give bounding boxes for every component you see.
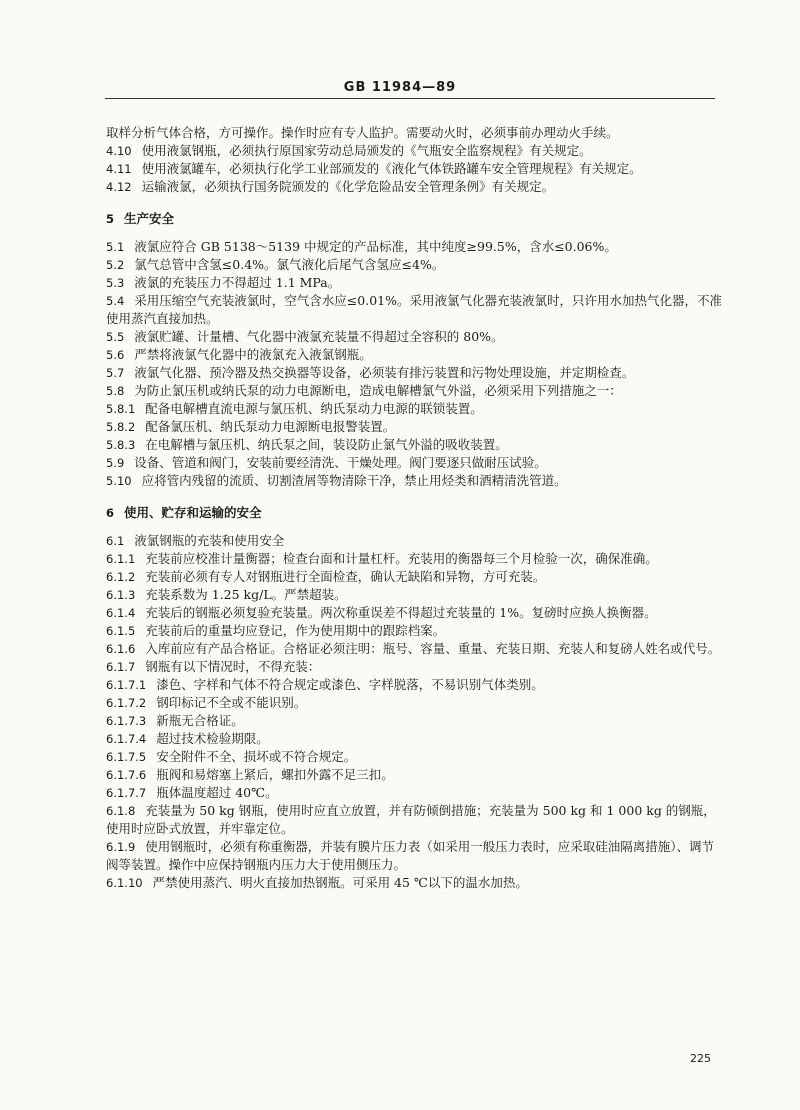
clause-number: 6.1.7.2 (106, 696, 147, 710)
clause-line (106, 124, 726, 142)
clause-line (106, 418, 726, 436)
clause-text: 采用压缩空气充装液氯时，空气含水应≤0.01%。采用液氯气化器充装液氯时，只许用水加热气化器，不准使用蒸汽直接加热。 (106, 293, 722, 326)
clause-line (106, 766, 726, 784)
clause-number: 5.6 (106, 348, 125, 362)
clause-number: 5.1 (106, 240, 125, 254)
clause-text: 氯气总管中含氢≤0.4%。氯气液化后尾气含氢应≤4%。 (134, 257, 445, 272)
clause-text: 新瓶无合格证。 (156, 713, 244, 728)
clause-line (106, 874, 726, 892)
clause-line (106, 346, 726, 364)
clause-text: 漆色、字样和气体不符合规定或漆色、字样脱落，不易识别气体类别。 (156, 677, 544, 692)
clause-line (106, 622, 726, 640)
clause-text: 取样分析气体合格，方可操作。操作时应有专人监护。需要动火时，必须事前办理动火手续。 (106, 125, 619, 140)
clause-number: 4.12 (106, 180, 132, 194)
clause-number: 6.1.6 (106, 642, 136, 656)
clause-text: 钢瓶有以下情况时，不得充装： (145, 659, 321, 674)
header-rule (105, 98, 715, 99)
clause-text: 液氯应符合 GB 5138～5139 中规定的产品标准，其中纯度≥99.5%，含水≤0.06%。 (134, 239, 617, 254)
clause-text: 充装前应校准计量衡器；检查台面和计量杠杆。充装用的衡器每三个月检验一次，确保准确。 (145, 551, 658, 566)
clause-line (106, 694, 726, 712)
clause-number: 4.11 (106, 162, 132, 176)
clause-line (106, 142, 726, 160)
clause-text: 钢印标记不全或不能识别。 (156, 695, 307, 710)
clause-number: 5.5 (106, 330, 125, 344)
clause-text: 严禁使用蒸汽、明火直接加热钢瓶。可采用 45 ℃以下的温水加热。 (152, 875, 528, 890)
clause-text: 在电解槽与氯压机、纳氏泵之间，装设防止氯气外溢的吸收装置。 (145, 437, 508, 452)
clause-text: 充装后的钢瓶必须复验充装量。两次称重误差不得超过充装量的 1%。复磅时应换人换衡器。 (145, 605, 657, 620)
clause-text: 充装前后的重量均应登记，作为使用期中的跟踪档案。 (145, 623, 446, 638)
section-title: 生产安全 (124, 211, 175, 226)
clause-text: 瓶体温度超过 40℃。 (156, 785, 278, 800)
clause-line (106, 568, 726, 586)
clause-text: 入库前应有产品合格证。合格证必须注明：瓶号、容量、重量、充装日期、充装人和复磅人姓名或代号。 (145, 641, 721, 656)
clause-number: 5.4 (106, 294, 125, 308)
clause-line (106, 784, 726, 802)
page-number: 225 (690, 1052, 711, 1065)
clause-text: 运输液氯，必须执行国务院颁发的《化学危险品安全管理条例》有关规定。 (141, 179, 555, 194)
clause-line (106, 436, 726, 454)
clause-number: 6.1.8 (106, 804, 136, 818)
section-number: 6 (106, 506, 115, 520)
document-body (106, 124, 726, 892)
section-title: 使用、贮存和运输的安全 (124, 505, 262, 520)
clause-text: 充装量为 50 kg 钢瓶，使用时应直立放置，并有防倾倒措施；充装量为 500 kg 和 1 000 kg 的钢瓶，使用时应卧式放置，并牢靠定位。 (106, 803, 716, 836)
clause-line (106, 256, 726, 274)
clause-number: 6.1.2 (106, 570, 136, 584)
clause-number: 5.10 (106, 474, 132, 488)
clause-text: 使用液氯钢瓶，必须执行原国家劳动总局颁发的《气瓶安全监察规程》有关规定。 (141, 143, 592, 158)
clause-text: 充装前必须有专人对钢瓶进行全面检查，确认无缺陷和异物，方可充装。 (145, 569, 546, 584)
clause-text: 设备、管道和阀门，安装前要经清洗、干燥处理。阀门要逐只做耐压试验。 (134, 455, 547, 470)
clause-text: 安全附件不全、损坏或不符合规定。 (156, 749, 357, 764)
clause-line (106, 838, 726, 874)
section-5-clauses (106, 238, 726, 490)
clause-number: 6.1.7.7 (106, 786, 147, 800)
clause-number: 6.1.1 (106, 552, 136, 566)
clause-number: 6.1.10 (106, 876, 143, 890)
clause-line (106, 730, 726, 748)
clause-line (106, 640, 726, 658)
clause-line (106, 802, 726, 838)
clause-number: 5.8.2 (106, 420, 136, 434)
clause-number: 4.10 (106, 144, 132, 158)
standard-header: GB 11984—89 (343, 80, 457, 95)
clause-line (106, 328, 726, 346)
clause-number: 5.7 (106, 366, 125, 380)
section-number: 5 (106, 212, 115, 226)
clause-text: 液氯钢瓶的充装和使用安全 (134, 533, 285, 548)
clause-number: 6.1.7.4 (106, 732, 147, 746)
clause-line (106, 400, 726, 418)
clause-text: 充装系数为 1.25 kg/L。严禁超装。 (145, 587, 347, 602)
clause-number: 5.9 (106, 456, 125, 470)
clause-number: 6.1 (106, 534, 125, 548)
clause-line (106, 712, 726, 730)
clause-line (106, 274, 726, 292)
clause-line (106, 382, 726, 400)
clause-number: 6.1.9 (106, 840, 136, 854)
clause-text: 使用钢瓶时，必须有称重衡器，并装有膜片压力表（如采用一般压力表时，应采取硅油隔离措施）、调节阀等装置。操作中应保持钢瓶内压力大于使用侧压力。 (106, 839, 715, 872)
clause-number: 5.8 (106, 384, 125, 398)
clause-number: 6.1.3 (106, 588, 136, 602)
clause-line (106, 454, 726, 472)
clause-text: 液氯的充装压力不得超过 1.1 MPa。 (134, 275, 341, 290)
clause-text: 瓶阀和易熔塞上紧后，螺扣外露不足三扣。 (156, 767, 394, 782)
clause-number: 5.3 (106, 276, 125, 290)
clause-text: 应将管内残留的流质、切割渣屑等物清除干净，禁止用烃类和酒精清洗管道。 (141, 473, 567, 488)
clause-line (106, 160, 726, 178)
clause-text: 液氯贮罐、计量槽、气化器中液氯充装量不得超过全容积的 80%。 (134, 329, 504, 344)
clause-number: 5.2 (106, 258, 125, 272)
clause-number: 5.8.1 (106, 402, 136, 416)
clause-line (106, 604, 726, 622)
clause-number: 6.1.5 (106, 624, 136, 638)
clause-line (106, 364, 726, 382)
section-6-clauses (106, 532, 726, 892)
clause-line (106, 532, 726, 550)
clause-line (106, 550, 726, 568)
clause-text: 超过技术检验期限。 (156, 731, 269, 746)
clause-line (106, 748, 726, 766)
section-5-heading (106, 210, 726, 228)
clause-number: 6.1.7.5 (106, 750, 147, 764)
clause-line (106, 658, 726, 676)
clause-number: 6.1.7.6 (106, 768, 147, 782)
clause-line (106, 178, 726, 196)
section-4-continued (106, 124, 726, 196)
clause-text: 配备电解槽直流电源与氯压机、纳氏泵动力电源的联锁装置。 (145, 401, 483, 416)
clause-number: 6.1.4 (106, 606, 136, 620)
clause-line (106, 472, 726, 490)
clause-text: 严禁将液氯气化器中的液氯充入液氯钢瓶。 (134, 347, 372, 362)
clause-number: 6.1.7.1 (106, 678, 147, 692)
clause-line (106, 292, 726, 328)
clause-number: 6.1.7 (106, 660, 136, 674)
clause-text: 为防止氯压机或纳氏泵的动力电源断电，造成电解槽氯气外溢，必须采用下列措施之一： (134, 383, 622, 398)
clause-number: 5.8.3 (106, 438, 136, 452)
clause-number: 6.1.7.3 (106, 714, 147, 728)
clause-text: 液氯气化器、预冷器及热交换器等设备，必须装有排污装置和污物处理设施，并定期检查。 (134, 365, 635, 380)
clause-text: 使用液氯罐车，必须执行化学工业部颁发的《液化气体铁路罐车安全管理规程》有关规定。 (141, 161, 642, 176)
clause-line (106, 676, 726, 694)
clause-line (106, 238, 726, 256)
section-6-heading (106, 504, 726, 522)
clause-line (106, 586, 726, 604)
clause-text: 配备氯压机、纳氏泵动力电源断电报警装置。 (145, 419, 396, 434)
